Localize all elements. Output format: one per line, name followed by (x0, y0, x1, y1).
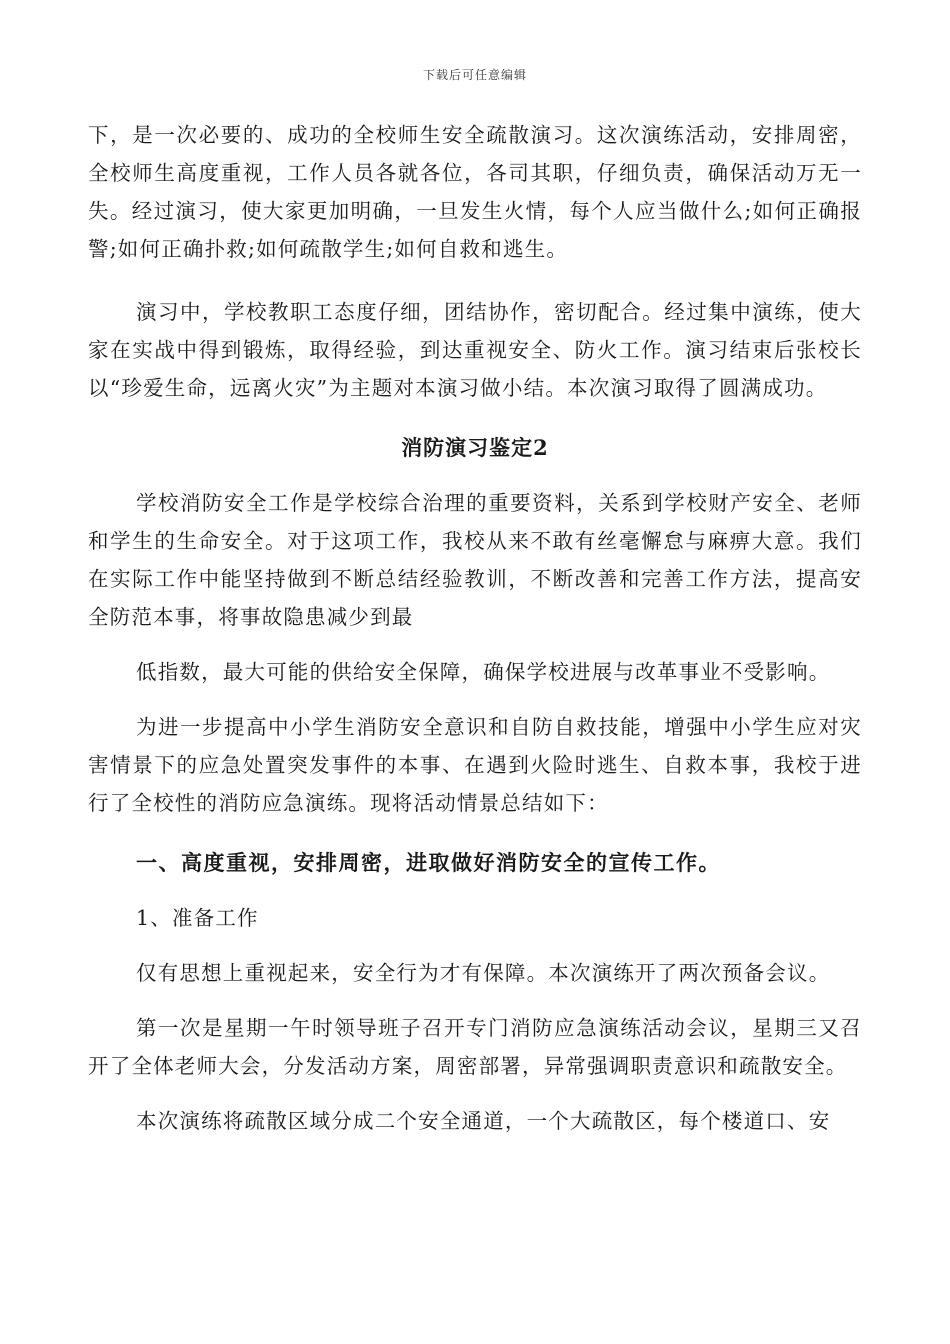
paragraph-8: 本次演练将疏散区域分成二个安全通道，一个大疏散区，每个楼道口、安 (136, 1109, 831, 1133)
section-title-2: 消防演习鉴定2 (401, 435, 549, 460)
paragraph-1: 下，是一次必要的、成功的全校师生安全疏散演习。这次演练活动，安排周密，全校师生高度重视，工作人员各就各位，各司其职，仔细负责，确保活动万无一失。经过演习，使大家更加明确，一旦发生火情，每个人应当做什么;如何正确报警;如何正确扑救;如何疏散学生;如何自救和逃生。 (88, 123, 862, 261)
section-heading-1: 一、高度重视，安排周密，进取做好消防安全的宣传工作。 (136, 850, 721, 875)
paragraph-6: 仅有思想上重视起来，安全行为才有保障。本次演练开了两次预备会议。 (136, 961, 831, 985)
paragraph-3: 学校消防安全工作是学校综合治理的重要资料，关系到学校财产安全、老师和学生的生命安全。对于这项工作，我校从来不敢有丝毫懈怠与麻痹大意。我们在实际工作中能坚持做到不断总结经验教训，不断改善和完善工作方法，提高安全防范本事，将事故隐患减少到最 (88, 491, 862, 629)
paragraph-4: 低指数，最大可能的供给安全保障，确保学校进展与改革事业不受影响。 (136, 660, 831, 684)
subheading-1: 1、准备工作 (136, 906, 259, 930)
document-body (88, 116, 862, 1140)
paragraph-5: 为进一步提高中小学生消防安全意识和自防自救技能，增强中小学生应对灾害情景下的应急处置突发事件的本事、在遇到火险时逃生、自救本事，我校于进行了全校性的消防应急演练。现将活动情景总结如下： (88, 715, 862, 815)
header-note: 下载后可任意编辑 (422, 68, 527, 82)
paragraph-7: 第一次是星期一午时领导班子召开专门消防应急演练活动会议，星期三又召开了全体老师大会，分发活动方案，周密部署，异常强调职责意识和疏散安全。 (88, 1016, 862, 1078)
paragraph-2: 演习中，学校教职工态度仔细，团结协作，密切配合。经过集中演练，使大家在实战中得到锻炼，取得经验，到达重视安全、防火工作。演习结束后张校长以“珍爱生命，远离火灾”为主题对本演习做小结。本次演习取得了圆满成功。 (88, 300, 862, 400)
